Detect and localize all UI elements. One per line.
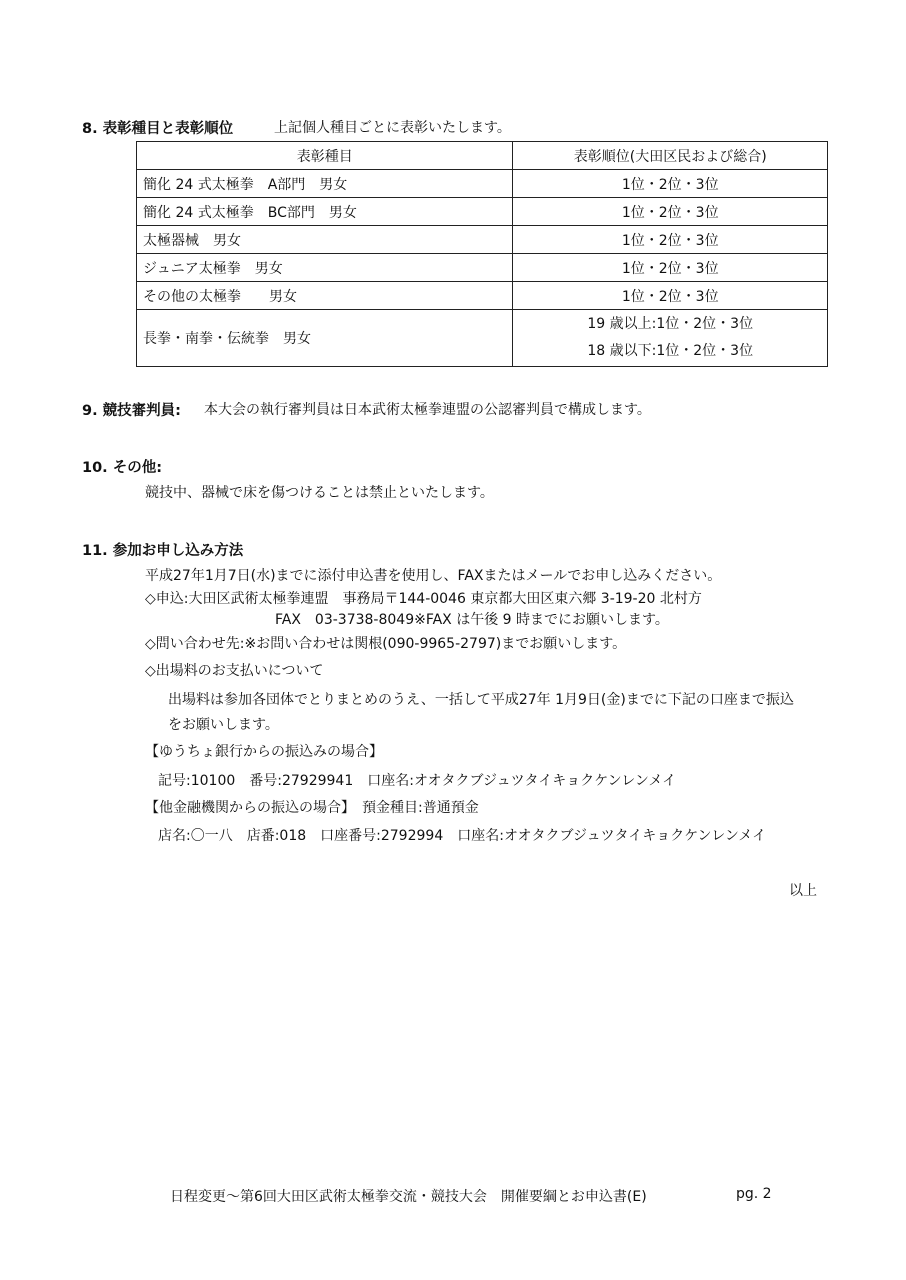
yucho-account: 記号:10100 番号:27929941 口座名:オオタクブジュツタイキョクケンレンメイ	[158, 773, 677, 789]
rank-line-youth: 18 歳以下:1位・2位・3位	[587, 343, 754, 359]
rank-cell: 1位・2位・3位	[513, 170, 828, 198]
event-cell: 太極器械 男女	[137, 226, 513, 254]
payment-instructions: 出場料は参加各団体でとりまとめのうえ、一括して平成27年 1月9日(金)までに下記の口座まで振込	[168, 692, 794, 708]
payment-instructions-cont: をお願いします。	[168, 717, 279, 733]
table-header-row	[137, 142, 828, 170]
section-9-text: 本大会の執行審判員は日本武術太極拳連盟の公認審判員で構成します。	[204, 402, 651, 418]
section-11-title: 11. 参加お申し込み方法	[82, 543, 244, 559]
other-bank-heading: 【他金融機関からの振込の場合】 預金種目:普通預金	[145, 800, 479, 816]
rank-cell: 1位・2位・3位	[513, 198, 828, 226]
rank-line-adult: 19 歳以上:1位・2位・3位	[587, 316, 754, 332]
deadline-line: 平成27年1月7日(水)までに添付申込書を使用し、FAXまたはメールでお申し込みください。	[145, 568, 722, 584]
section-8-note: 上記個人種目ごとに表彰いたします。	[274, 120, 511, 136]
inquiry-line: ◇問い合わせ先:※お問い合わせは関根(090-9965-2797)までお願いします。	[145, 636, 627, 652]
rank-cell-split	[513, 310, 828, 367]
rank-cell: 1位・2位・3位	[513, 282, 828, 310]
footer-title: 日程変更～第6回大田区武術太極拳交流・競技大会 開催要綱とお申込書(E)	[170, 1189, 647, 1205]
event-cell: 簡化 24 式太極拳 A部門 男女	[137, 170, 513, 198]
awards-table	[136, 141, 828, 367]
table-row	[137, 310, 828, 367]
table-row	[137, 282, 828, 310]
event-cell: 簡化 24 式太極拳 BC部門 男女	[137, 198, 513, 226]
rank-cell: 1位・2位・3位	[513, 226, 828, 254]
table-row	[137, 254, 828, 282]
section-10-text: 競技中、器械で床を傷つけることは禁止といたします。	[145, 485, 494, 501]
fax-line: FAX 03-3738-8049※FAX は午後 9 時までにお願いします。	[275, 612, 669, 628]
closing-mark: 以上	[789, 883, 817, 899]
yucho-heading: 【ゆうちょ銀行からの振込みの場合】	[145, 744, 383, 760]
table-header-event: 表彰種目	[137, 142, 513, 170]
event-cell: ジュニア太極拳 男女	[137, 254, 513, 282]
table-header-rank: 表彰順位(大田区民および総合)	[513, 142, 828, 170]
event-cell: 長拳・南拳・伝統拳 男女	[137, 310, 513, 367]
page-number: pg. 2	[736, 1186, 772, 1202]
table-row	[137, 170, 828, 198]
section-9-title: 9. 競技審判員:	[82, 403, 181, 419]
rank-cell: 1位・2位・3位	[513, 254, 828, 282]
section-10-title: 10. その他:	[82, 460, 163, 476]
table-row	[137, 198, 828, 226]
section-8-title: 8. 表彰種目と表彰順位	[82, 121, 234, 137]
event-cell: その他の太極拳 男女	[137, 282, 513, 310]
application-address: ◇申込:大田区武術太極拳連盟 事務局〒144-0046 東京都大田区東六郷 3-19-20 北村方	[145, 591, 702, 607]
other-bank-account: 店名:〇一八 店番:018 口座番号:2792994 口座名:オオタクブジュツタイキョクケンレンメイ	[158, 828, 767, 844]
payment-heading: ◇出場料のお支払いについて	[145, 663, 324, 679]
table-row	[137, 226, 828, 254]
